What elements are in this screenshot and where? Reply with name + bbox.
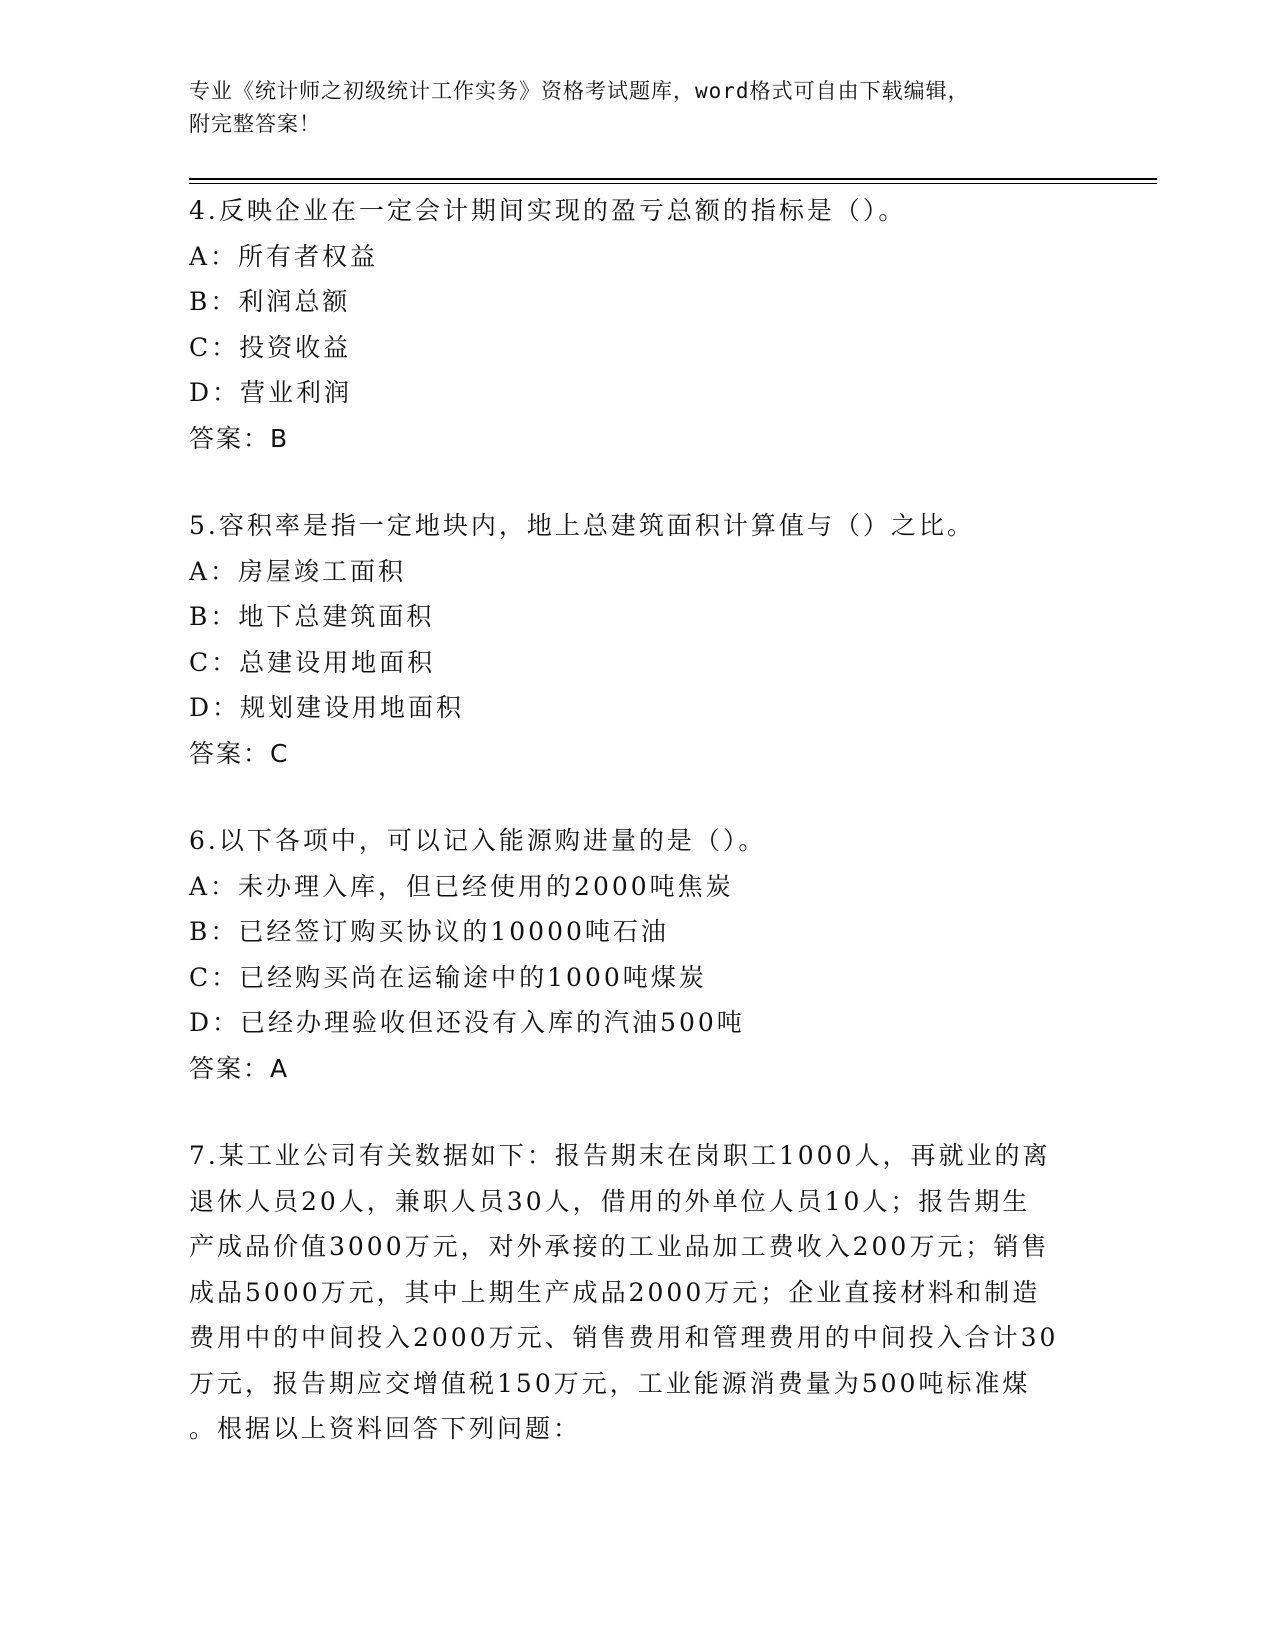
answer-label: 答案：B bbox=[189, 423, 290, 453]
question-stem: 4.反映企业在一定会计期间实现的盈亏总额的指标是（）。 bbox=[189, 196, 907, 225]
question-stem: 6.以下各项中，可以记入能源购进量的是（）。 bbox=[189, 826, 767, 855]
question-4 bbox=[189, 188, 1089, 461]
option-a: A：所有者权益 bbox=[189, 241, 379, 271]
header-divider-thin bbox=[189, 183, 1157, 184]
option-d: D：规划建设用地面积 bbox=[189, 693, 465, 722]
answer-label: 答案：C bbox=[189, 738, 290, 768]
option-d: D：已经办理验收但还没有入库的汽油500吨 bbox=[189, 1008, 745, 1037]
question-stem-line: 产成品价值3000万元，对外承接的工业品加工费收入200万元；销售 bbox=[189, 1232, 1050, 1261]
question-stem-line: 费用中的中间投入2000万元、销售费用和管理费用的中间投入合计30 bbox=[189, 1323, 1059, 1352]
option-b: B：地下总建筑面积 bbox=[189, 602, 435, 631]
document-header bbox=[189, 75, 1089, 141]
question-list bbox=[189, 188, 1089, 1452]
answer-label: 答案：A bbox=[189, 1053, 290, 1083]
question-stem-line: 。根据以上资料回答下列问题： bbox=[189, 1414, 582, 1443]
question-stem: 5.容积率是指一定地块内，地上总建筑面积计算值与（）之比。 bbox=[189, 511, 975, 540]
option-c: C：总建设用地面积 bbox=[189, 647, 436, 677]
option-d: D：营业利润 bbox=[189, 378, 353, 407]
option-c: C：已经购买尚在运输途中的1000吨煤炭 bbox=[189, 962, 707, 992]
question-stem-line: 成品5000万元，其中上期生产成品2000万元；企业直接材料和制造 bbox=[189, 1277, 1041, 1307]
question-stem-line: 7.某工业公司有关数据如下：报告期末在岗职工1000人，再就业的离 bbox=[189, 1141, 1051, 1170]
option-a: A：房屋竣工面积 bbox=[189, 556, 407, 586]
question-stem-line: 退休人员20人，兼职人员30人，借用的外单位人员10人；报告期生 bbox=[189, 1186, 1031, 1216]
option-b: B：利润总额 bbox=[189, 287, 351, 316]
question-6 bbox=[189, 818, 1089, 1091]
option-a: A：未办理入库，但已经使用的2000吨焦炭 bbox=[189, 871, 734, 901]
header-line-1: 专业《统计师之初级统计工作实务》资格考试题库，word格式可自由下载编辑， bbox=[189, 79, 970, 103]
option-b: B：已经签订购买协议的10000吨石油 bbox=[189, 917, 669, 946]
header-divider-thick bbox=[189, 178, 1157, 180]
question-7 bbox=[189, 1133, 1089, 1452]
option-c: C：投资收益 bbox=[189, 332, 352, 362]
question-5 bbox=[189, 503, 1089, 776]
question-stem-line: 万元，报告期应交增值税150万元，工业能源消费量为500吨标准煤 bbox=[189, 1368, 1031, 1398]
header-line-2: 附完整答案！ bbox=[189, 112, 321, 136]
